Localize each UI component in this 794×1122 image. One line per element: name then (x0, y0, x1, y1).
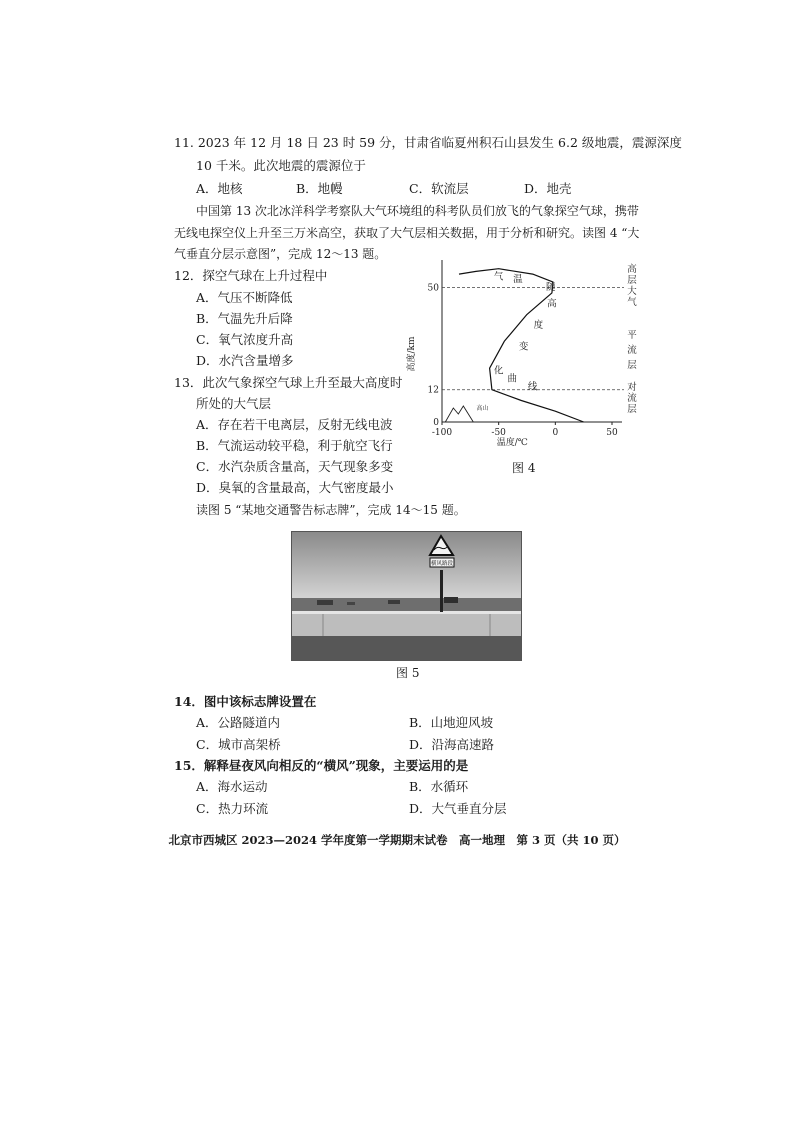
layer-label-troposphere: 对 (627, 382, 637, 393)
figure4-caption: 图 4 (512, 461, 536, 475)
intro-14-15: 读图 5 “某地交通警告标志牌”，完成 14～15 题。 (196, 503, 466, 517)
page-footer: 北京市西城区 2023—2024 学年度第一学期期末试卷 高一地理 第 3 页（共 10 页） (168, 833, 626, 847)
layer-label-upper-atmosphere: 大 (627, 286, 637, 297)
layer-label-stratosphere: 流 (627, 345, 637, 356)
x-tick-label: 0 (552, 428, 559, 438)
q12-option-b: B．气温先升后降 (196, 311, 293, 326)
q15-option-d: D．大气垂直分层 (409, 801, 507, 816)
q15-stem: 15．解释昼夜风向相反的“横风”现象，主要运用的是 (174, 758, 469, 773)
q14-stem: 14．图中该标志牌设置在 (174, 694, 317, 709)
atmosphere-layer-chart (405, 258, 635, 448)
mountain-icon (445, 406, 473, 422)
intro-12-13-line2: 无线电探空仪上升至三万米高空，获取了大气层相关数据，用于分析和研究。读图 4 “大 (174, 226, 640, 240)
curve-label-char: 温 (513, 274, 523, 286)
curve-label-char: 曲 (507, 373, 518, 385)
q11-stem-line1: 11. 2023 年 12 月 18 日 23 时 59 分，甘肃省临夏州积石山县发生 6.2 级地震，震源深度 (174, 135, 682, 150)
layer-label-upper-atmosphere: 高 (627, 264, 637, 275)
x-tick-label: -100 (431, 428, 453, 438)
layer-label-upper-atmosphere: 层 (627, 275, 637, 286)
x-tick-label: -50 (491, 428, 506, 438)
q15-option-a: A．海水运动 (196, 779, 268, 794)
q11-option-b: B．地幔 (296, 181, 343, 196)
q13-stem-line1: 13．此次气象探空气球上升至最大高度时 (174, 375, 403, 390)
y-tick-label: 50 (427, 283, 439, 294)
q12-stem: 12．探空气球在上升过程中 (174, 268, 328, 283)
curve-label-char: 度 (533, 319, 544, 331)
q14-option-b: B．山地迎风坡 (409, 715, 494, 730)
figure5-caption: 图 5 (396, 666, 420, 680)
curve-label-char: 随 (546, 282, 556, 294)
q11-option-a: A．地核 (196, 181, 243, 196)
q15-option-b: B．水循环 (409, 779, 469, 794)
curve-label-char: 高 (547, 298, 557, 310)
intro-12-13-line3: 气垂直分层示意图”，完成 12～13 题。 (174, 247, 387, 261)
layer-label-stratosphere: 层 (627, 360, 637, 371)
q11-option-d: D．地壳 (524, 181, 572, 196)
y-axis-label: 高度/km (407, 336, 417, 372)
q11-option-c: C．软流层 (409, 181, 469, 196)
traffic-sign-photo (291, 531, 522, 661)
q13-option-b: B．气流运动较平稳，利于航空飞行 (196, 438, 393, 453)
y-tick-label: 0 (433, 418, 439, 428)
q11-stem-line2: 10 千米。此次地震的震源位于 (196, 158, 366, 173)
q15-option-c: C．热力环流 (196, 801, 269, 816)
q13-option-a: A．存在若干电离层，反射无线电波 (196, 417, 393, 432)
q13-stem-line2: 所处的大气层 (196, 396, 272, 411)
q13-option-d: D．臭氧的含量最高，大气密度最小 (196, 480, 394, 495)
x-axis-label: 温度/℃ (496, 438, 528, 448)
q12-option-a: A．气压不断降低 (196, 290, 293, 305)
layer-label-upper-atmosphere: 气 (627, 297, 637, 308)
q14-option-c: C．城市高架桥 (196, 737, 281, 752)
sign-text: 横风路段 (430, 561, 454, 567)
layer-label-troposphere: 层 (627, 404, 637, 415)
q12-option-d: D．水汽含量增多 (196, 353, 294, 368)
x-tick-label: 50 (606, 428, 618, 438)
y-tick-label: 12 (427, 385, 439, 396)
layer-label-stratosphere: 平 (627, 330, 637, 341)
curve-label-char: 气 (493, 271, 504, 283)
layer-label-troposphere: 流 (627, 393, 637, 404)
mountain-label: 高山 (476, 405, 489, 412)
q14-option-a: A．公路隧道内 (196, 715, 281, 730)
curve-label-char: 线 (527, 381, 538, 393)
intro-12-13-line1: 中国第 13 次北冰洋科学考察队大气环境组的科考队员们放飞的气象探空气球，携带 (196, 204, 639, 218)
curve-label-char: 化 (493, 365, 504, 377)
curve-label-char: 变 (518, 341, 529, 353)
q12-option-c: C．氧气浓度升高 (196, 332, 294, 347)
q14-option-d: D．沿海高速路 (409, 737, 495, 752)
q13-option-c: C．水汽杂质含量高，天气现象多变 (196, 459, 394, 474)
